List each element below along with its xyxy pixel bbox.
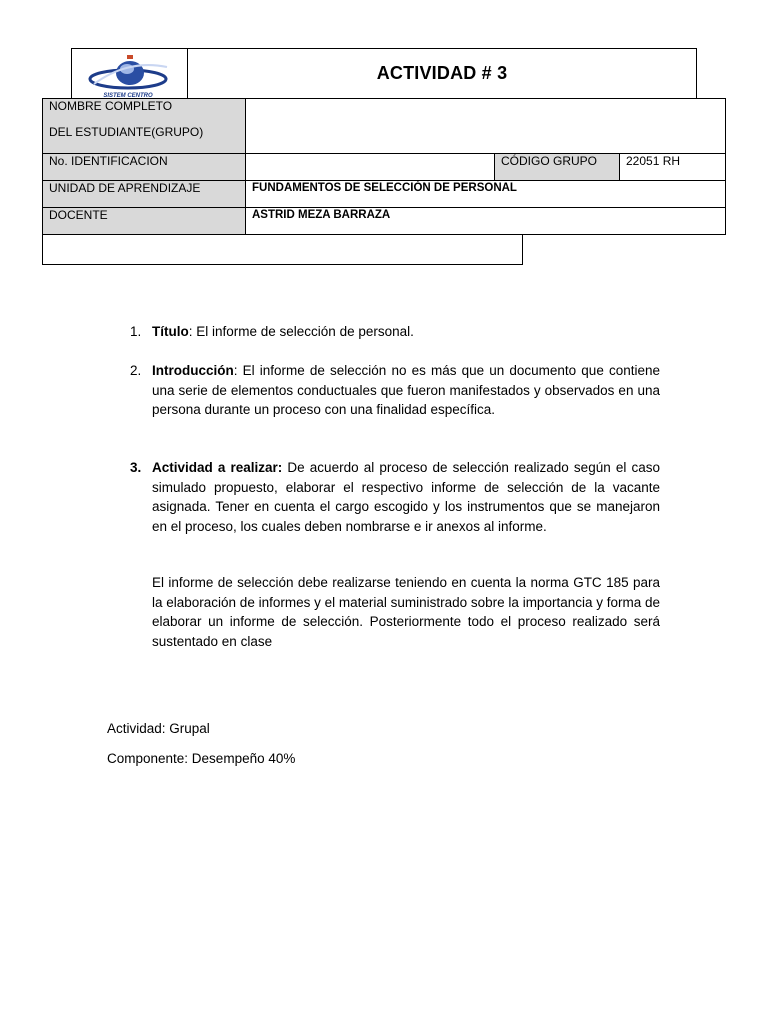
page-title: ACTIVIDAD # 3 xyxy=(376,63,508,83)
item-heading: Título xyxy=(152,324,189,339)
list-number: 2. xyxy=(130,363,142,378)
componente-line: Componente: Desempeño 40% xyxy=(107,751,296,766)
empty-row xyxy=(42,234,523,265)
codigo-grupo-value: 22051 RH xyxy=(619,153,726,181)
nombre-label-line-2: DEL ESTUDIANTE(GRUPO) xyxy=(49,125,204,139)
codigo-grupo-label: CÓDIGO GRUPO xyxy=(494,153,620,181)
item-text: : El informe de selección no es más que un documento que contiene una serie de elementos conductuales que fueron manifestados y observados en una persona durante un proceso con una finalidad específica. xyxy=(152,363,660,417)
nombre-label-cell xyxy=(42,98,246,154)
item-text: De acuerdo al proceso de selección realizado según el caso simulado propuesto, elaborar el respectivo informe de selección de la vacante asignada. Tener en cuenta el cargo escogido y los instrumentos que se manejaron en el proceso, los cuales deben nombrarse e ir anexos al informe. xyxy=(152,460,660,534)
nombre-value-cell[interactable] xyxy=(245,98,726,154)
list-number: 3. xyxy=(130,460,142,475)
item-heading: Actividad a realizar: xyxy=(152,460,283,475)
docente-label: DOCENTE xyxy=(42,207,246,235)
actividad-line: Actividad: Grupal xyxy=(107,721,210,736)
logo-text: SISTEM CENTRO xyxy=(103,93,153,98)
item-heading: Introducción xyxy=(152,363,234,378)
nombre-label-line-1: NOMBRE COMPLETO xyxy=(49,99,173,113)
unidad-label: UNIDAD DE APRENDIZAJE xyxy=(42,180,246,208)
list-number: 1. xyxy=(130,324,142,339)
unidad-value: FUNDAMENTOS DE SELECCIÓN DE PERSONAL xyxy=(245,180,726,208)
item-text: : El informe de selección de personal. xyxy=(188,324,414,339)
logo-cell xyxy=(71,48,188,99)
item-paragraph: El informe de selección debe realizarse teniendo en cuenta la norma GTC 185 para la elaboración de informes y el material suministrado sobre la importancia y forma de elaborar un informe de selección. Posteriormente todo el proceso realizado será sustentado en clase xyxy=(152,575,660,649)
identificacion-label: No. IDENTIFICACION xyxy=(42,153,246,181)
identificacion-value[interactable] xyxy=(245,153,495,181)
title-cell xyxy=(187,48,697,99)
docente-value: ASTRID MEZA BARRAZA xyxy=(245,207,726,235)
list-item xyxy=(152,322,660,342)
list-item xyxy=(152,458,660,536)
list-item xyxy=(152,361,660,420)
institution-logo xyxy=(72,49,187,98)
